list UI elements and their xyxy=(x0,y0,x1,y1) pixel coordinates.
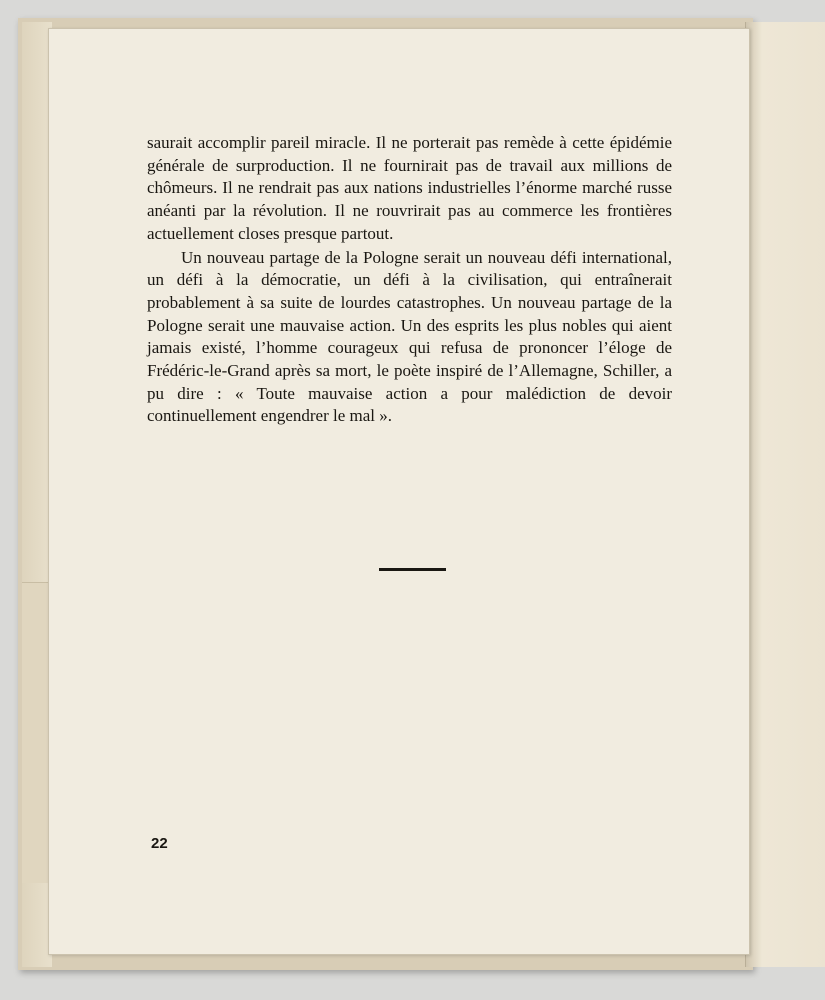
paragraph-pologne: Un nouveau partage de la Pologne serait un nouveau défi international, un défi à la démocratie, un défi à la civilisation, qui entraînerait probablement à sa suite de lourdes catastrophes. Un nouveau partage de la Pologne serait une mauvaise action. Un des esprits les plus nobles qui aient jamais existé, l’homme courageux qui refusa de prononcer l’éloge de Frédéric-le-Grand après sa mort, le poète inspiré de l’Allemagne, Schiller, a pu dire : « Toute mauvaise action a pour malédiction de devoir continuellement engendrer le mal ». xyxy=(147,247,672,426)
adjacent-page-edge xyxy=(745,22,825,967)
book-page xyxy=(48,28,750,955)
paragraph-continuation: saurait accomplir pareil miracle. Il ne porterait pas remède à cette épidémie générale de surproduction. Il ne fournirait pas de travail aux millions de chômeurs. Il ne rendrait pas aux nations industrielles l’énorme marché russe anéanti par la révolution. Il ne rouvrirait pas au commerce les frontières actuellement closes presque partout. xyxy=(147,133,672,243)
page-number: 22 xyxy=(151,835,168,852)
body-text xyxy=(147,132,672,428)
section-divider xyxy=(379,568,446,571)
